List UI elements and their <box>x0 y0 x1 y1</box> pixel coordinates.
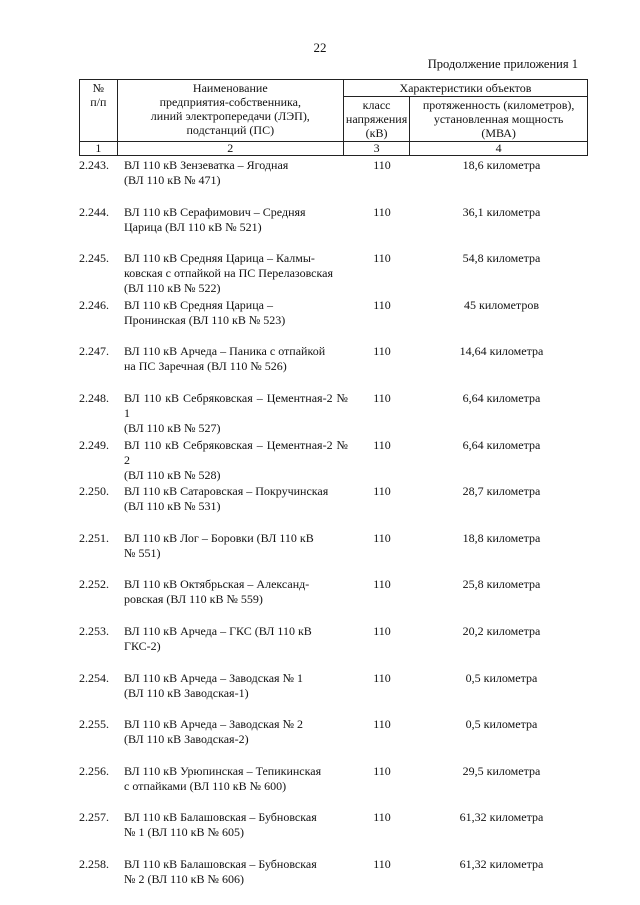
row-length: 0,5 километра <box>465 717 538 732</box>
row-length: 29,5 километра <box>462 763 541 778</box>
table-body <box>79 158 588 904</box>
row-name-line: ковская с отпайкой на ПС Перелазовская <box>124 266 333 281</box>
table-row <box>79 577 588 624</box>
row-name-line: ВЛ 110 кВ Арчеда – Заводская № 1 <box>124 670 304 685</box>
header-col-voltage: класс напряжения (кВ) <box>343 97 409 142</box>
table-header <box>79 79 588 156</box>
header-col-length: протяженность (километров), установленная мощность (МВА) <box>410 97 588 142</box>
row-name-line: с отпайками (ВЛ 110 кВ № 600) <box>124 778 287 793</box>
continuation-label: Продолжение приложения 1 <box>427 57 578 71</box>
row-name-line: ВЛ 110 кВ Зензеватка – Ягодная <box>124 158 289 172</box>
table-row <box>79 298 588 345</box>
row-name-line: ВЛ 110 кВ Октябрьская – Александ- <box>124 577 310 592</box>
row-voltage: 110 <box>373 577 391 592</box>
row-length: 0,5 километра <box>465 670 538 685</box>
row-voltage: 110 <box>373 344 391 359</box>
header-col-name: Наименование предприятия-собственника, линий электропередачи (ЛЭП), подстанций (ПС) <box>117 80 343 142</box>
row-number: 2.247. <box>79 344 109 359</box>
row-name <box>124 577 348 607</box>
row-name-line: ВЛ 110 кВ Сатаровская – Покручинская <box>124 484 329 499</box>
header-group-characteristics: Характеристики объектов <box>343 80 587 97</box>
row-name-line: (ВЛ 110 кВ № 528) <box>124 467 221 482</box>
table-row <box>79 624 588 671</box>
row-number: 2.256. <box>79 763 109 778</box>
table-row <box>79 717 588 764</box>
header-num-3: 3 <box>343 142 409 156</box>
row-number: 2.248. <box>79 390 109 405</box>
row-voltage: 110 <box>373 390 391 405</box>
row-name-line: ВЛ 110 кВ Арчеда – ГКС (ВЛ 110 кВ <box>124 623 312 638</box>
row-voltage: 110 <box>373 763 391 778</box>
row-name-line: (ВЛ 110 кВ Заводская-2) <box>124 732 249 747</box>
row-voltage: 110 <box>373 717 391 732</box>
row-length: 36,1 километра <box>462 204 541 219</box>
row-voltage: 110 <box>373 297 391 312</box>
row-name-line: ГКС-2) <box>124 638 161 653</box>
row-voltage: 110 <box>373 623 391 638</box>
row-length: 14,64 километра <box>459 344 544 359</box>
table-row <box>79 671 588 718</box>
row-voltage: 110 <box>373 856 391 871</box>
header-col-number: № п/п <box>80 80 118 142</box>
row-number: 2.254. <box>79 670 109 685</box>
header-num-4: 4 <box>410 142 588 156</box>
row-name-line: ВЛ 110 кВ Балашовская – Бубновская <box>124 810 317 825</box>
row-number: 2.252. <box>79 577 109 592</box>
row-name-line: (ВЛ 110 кВ № 527) <box>124 420 221 435</box>
row-length: 6,64 километра <box>462 390 541 405</box>
table-row <box>79 810 588 857</box>
table-row <box>79 764 588 811</box>
row-number: 2.253. <box>79 623 109 638</box>
table-row <box>79 205 588 252</box>
row-name <box>124 764 348 794</box>
row-name <box>124 298 348 328</box>
row-name <box>124 391 348 436</box>
row-name-line: (ВЛ 110 кВ № 471) <box>124 173 221 187</box>
row-number: 2.249. <box>79 437 109 452</box>
table-row <box>79 344 588 391</box>
row-voltage: 110 <box>373 251 391 266</box>
row-voltage: 110 <box>373 204 391 219</box>
row-length: 54,8 километра <box>462 251 541 266</box>
page-number: 22 <box>313 40 327 55</box>
row-name <box>124 717 348 747</box>
row-voltage: 110 <box>373 484 391 499</box>
row-name <box>124 857 348 887</box>
row-name-line: ВЛ 110 кВ Серафимович – Средняя <box>124 204 306 219</box>
row-name <box>124 671 348 701</box>
row-number: 2.250. <box>79 484 109 499</box>
row-length: 61,32 километра <box>459 856 544 871</box>
table-row <box>79 391 588 438</box>
row-name-line: ровская (ВЛ 110 кВ № 559) <box>124 592 263 607</box>
row-name <box>124 158 348 188</box>
row-name <box>124 484 348 514</box>
row-length: 45 километров <box>464 297 539 312</box>
row-voltage: 110 <box>373 530 391 545</box>
table-row <box>79 438 588 485</box>
row-length: 20,2 километра <box>462 623 541 638</box>
row-name-line: Пронинская (ВЛ 110 кВ № 523) <box>124 312 286 327</box>
row-name-line: ВЛ 110 кВ Средняя Царица – Калмы- <box>124 251 315 266</box>
row-name-line: (ВЛ 110 кВ № 522) <box>124 281 221 296</box>
row-number: 2.243. <box>79 158 109 172</box>
row-name-line: ВЛ 110 кВ Арчеда – Заводская № 2 <box>124 717 304 732</box>
row-name-line: ВЛ 110 кВ Лог – Боровки (ВЛ 110 кВ <box>124 530 314 545</box>
row-name <box>124 624 348 654</box>
header-num-1: 1 <box>80 142 118 156</box>
row-length: 18,6 километра <box>462 158 541 172</box>
row-number: 2.245. <box>79 251 109 266</box>
row-name <box>124 251 348 296</box>
row-name <box>124 531 348 561</box>
row-name-line: ВЛ 110 кВ Себряковская – Цементная-2 № 2 <box>124 437 348 467</box>
header-num-2: 2 <box>117 142 343 156</box>
row-voltage: 110 <box>373 670 391 685</box>
table-row <box>79 484 588 531</box>
row-name <box>124 205 348 235</box>
row-name-line: ВЛ 110 кВ Средняя Царица – <box>124 297 273 312</box>
row-number: 2.257. <box>79 810 109 825</box>
row-name <box>124 810 348 840</box>
row-name-line: № 2 (ВЛ 110 кВ № 606) <box>124 871 244 886</box>
table-row <box>79 857 588 904</box>
row-name-line: ВЛ 110 кВ Урюпинская – Тепикинская <box>124 763 322 778</box>
row-length: 61,32 километра <box>459 810 544 825</box>
row-name-line: Царица (ВЛ 110 кВ № 521) <box>124 219 262 234</box>
row-number: 2.255. <box>79 717 109 732</box>
row-number: 2.258. <box>79 856 109 871</box>
row-number: 2.246. <box>79 297 109 312</box>
row-name-line: на ПС Заречная (ВЛ 110 № 526) <box>124 359 287 374</box>
table-row <box>79 251 588 298</box>
table-row <box>79 531 588 578</box>
row-name <box>124 438 348 483</box>
row-name-line: (ВЛ 110 кВ Заводская-1) <box>124 685 249 700</box>
row-name <box>124 344 348 374</box>
row-length: 28,7 километра <box>462 484 541 499</box>
row-voltage: 110 <box>373 810 391 825</box>
row-number: 2.251. <box>79 530 109 545</box>
row-name-line: (ВЛ 110 кВ № 531) <box>124 499 221 514</box>
row-voltage: 110 <box>373 158 391 172</box>
row-name-line: ВЛ 110 кВ Себряковская – Цементная-2 № 1 <box>124 390 348 420</box>
row-name-line: ВЛ 110 кВ Балашовская – Бубновская <box>124 856 317 871</box>
row-name-line: № 551) <box>124 545 161 560</box>
row-voltage: 110 <box>373 437 391 452</box>
row-length: 6,64 километра <box>462 437 541 452</box>
row-length: 18,8 километра <box>462 530 541 545</box>
row-number: 2.244. <box>79 204 109 219</box>
table-row <box>79 158 588 205</box>
row-name-line: № 1 (ВЛ 110 кВ № 605) <box>124 825 244 840</box>
row-name-line: ВЛ 110 кВ Арчеда – Паника с отпайкой <box>124 344 326 359</box>
row-length: 25,8 километра <box>462 577 541 592</box>
